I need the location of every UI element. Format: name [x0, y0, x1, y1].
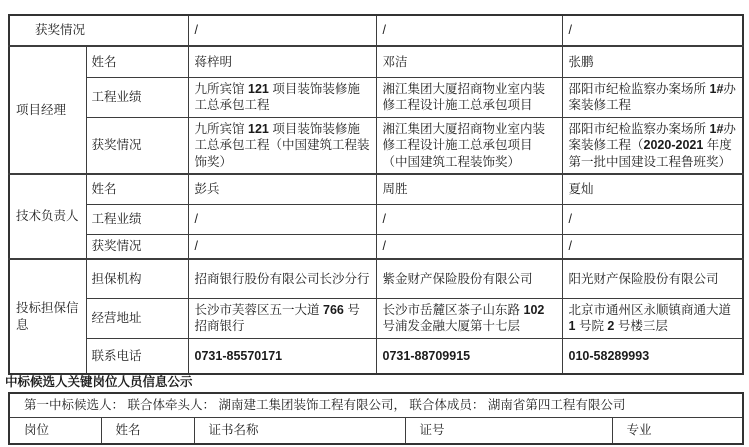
table-cell: 招商银行股份有限公司长沙分行	[188, 259, 376, 298]
row-label-guarantee-agency: 担保机构	[86, 259, 188, 298]
table-row	[9, 393, 743, 417]
col-header-post: 岗位	[9, 417, 101, 444]
table-cell: 蒋梓明	[188, 46, 376, 77]
table-row	[9, 338, 743, 374]
table-row	[9, 298, 743, 338]
table-cell: 010-58289993	[562, 338, 743, 374]
table-cell: 长沙市芙蓉区五一大道 766 号招商银行	[188, 298, 376, 338]
table-cell: 九所宾馆 121 项目装饰装修施工总承包工程（中国建筑工程装饰奖）	[188, 117, 376, 174]
table-cell: 0731-85570171	[188, 338, 376, 374]
table-cell: /	[376, 234, 562, 259]
table-cell: 北京市通州区永顺镇商通大道 1 号院 2 号楼三层	[562, 298, 743, 338]
row-label-awards: 获奖情况	[86, 234, 188, 259]
table-cell: 周胜	[376, 174, 562, 204]
table-cell: 湘江集团大厦招商物业室内装修工程设计施工总承包项目	[376, 77, 562, 117]
table-row	[9, 77, 743, 117]
table-cell: 张鹏	[562, 46, 743, 77]
group-label-bid-guarantee: 投标担保信息	[9, 259, 86, 374]
table-cell: 长沙市岳麓区茶子山东路 102 号浦发金融大厦第十七层	[376, 298, 562, 338]
table-row	[9, 174, 743, 204]
table-cell: 邵阳市纪检监察办案场所 1#办案装修工程	[562, 77, 743, 117]
col-header-cert-no: 证号	[405, 417, 612, 444]
table-cell: 九所宾馆 121 项目装饰装修施工总承包工程	[188, 77, 376, 117]
row-label-performance: 工程业绩	[86, 77, 188, 117]
col-header-cert-name: 证书名称	[194, 417, 405, 444]
table-cell: /	[188, 234, 376, 259]
col-header-name: 姓名	[101, 417, 194, 444]
table-cell: /	[376, 204, 562, 234]
table-cell: /	[188, 15, 376, 46]
table-cell: /	[562, 234, 743, 259]
row-label-business-address: 经营地址	[86, 298, 188, 338]
table-row	[9, 234, 743, 259]
table-cell: /	[562, 204, 743, 234]
table-cell: 夏灿	[562, 174, 743, 204]
group-label-technical-lead: 技术负责人	[9, 174, 86, 259]
bid-candidates-table	[8, 14, 744, 375]
row-label-performance: 工程业绩	[86, 204, 188, 234]
table-cell: 邵阳市纪检监察办案场所 1#办案装修工程（2020-2021 年度第一批中国建设工程鲁班奖）	[562, 117, 743, 174]
col-header-major: 专业	[612, 417, 743, 444]
table-cell: /	[188, 204, 376, 234]
row-label-contact-phone: 联系电话	[86, 338, 188, 374]
table-row	[9, 204, 743, 234]
table-cell: 湘江集团大厦招商物业室内装修工程设计施工总承包项目（中国建筑工程装饰奖）	[376, 117, 562, 174]
first-candidate-line: 第一中标候选人： 联合体牵头人： 湖南建工集团装饰工程有限公司， 联合体成员： 湖南省第四工程有限公司	[9, 393, 743, 417]
table-cell: 邓洁	[376, 46, 562, 77]
group-label-project-manager: 项目经理	[9, 46, 86, 174]
table-cell: 紫金财产保险股份有限公司	[376, 259, 562, 298]
table-row	[9, 117, 743, 174]
key-personnel-table	[8, 392, 744, 445]
table-cell: /	[376, 15, 562, 46]
table-cell: 彭兵	[188, 174, 376, 204]
row-label-name: 姓名	[86, 46, 188, 77]
table-cell: /	[562, 15, 743, 46]
table-row	[9, 417, 743, 444]
table-row	[9, 15, 743, 46]
table-row	[9, 259, 743, 298]
table-row	[9, 46, 743, 77]
announcement-title: 中标候选人关键岗位人员信息公示	[5, 375, 193, 389]
row-label-awards: 获奖情况	[86, 117, 188, 174]
table-cell: 阳光财产保险股份有限公司	[562, 259, 743, 298]
row-label-awards: 获奖情况	[9, 15, 188, 46]
row-label-name: 姓名	[86, 174, 188, 204]
table-cell: 0731-88709915	[376, 338, 562, 374]
